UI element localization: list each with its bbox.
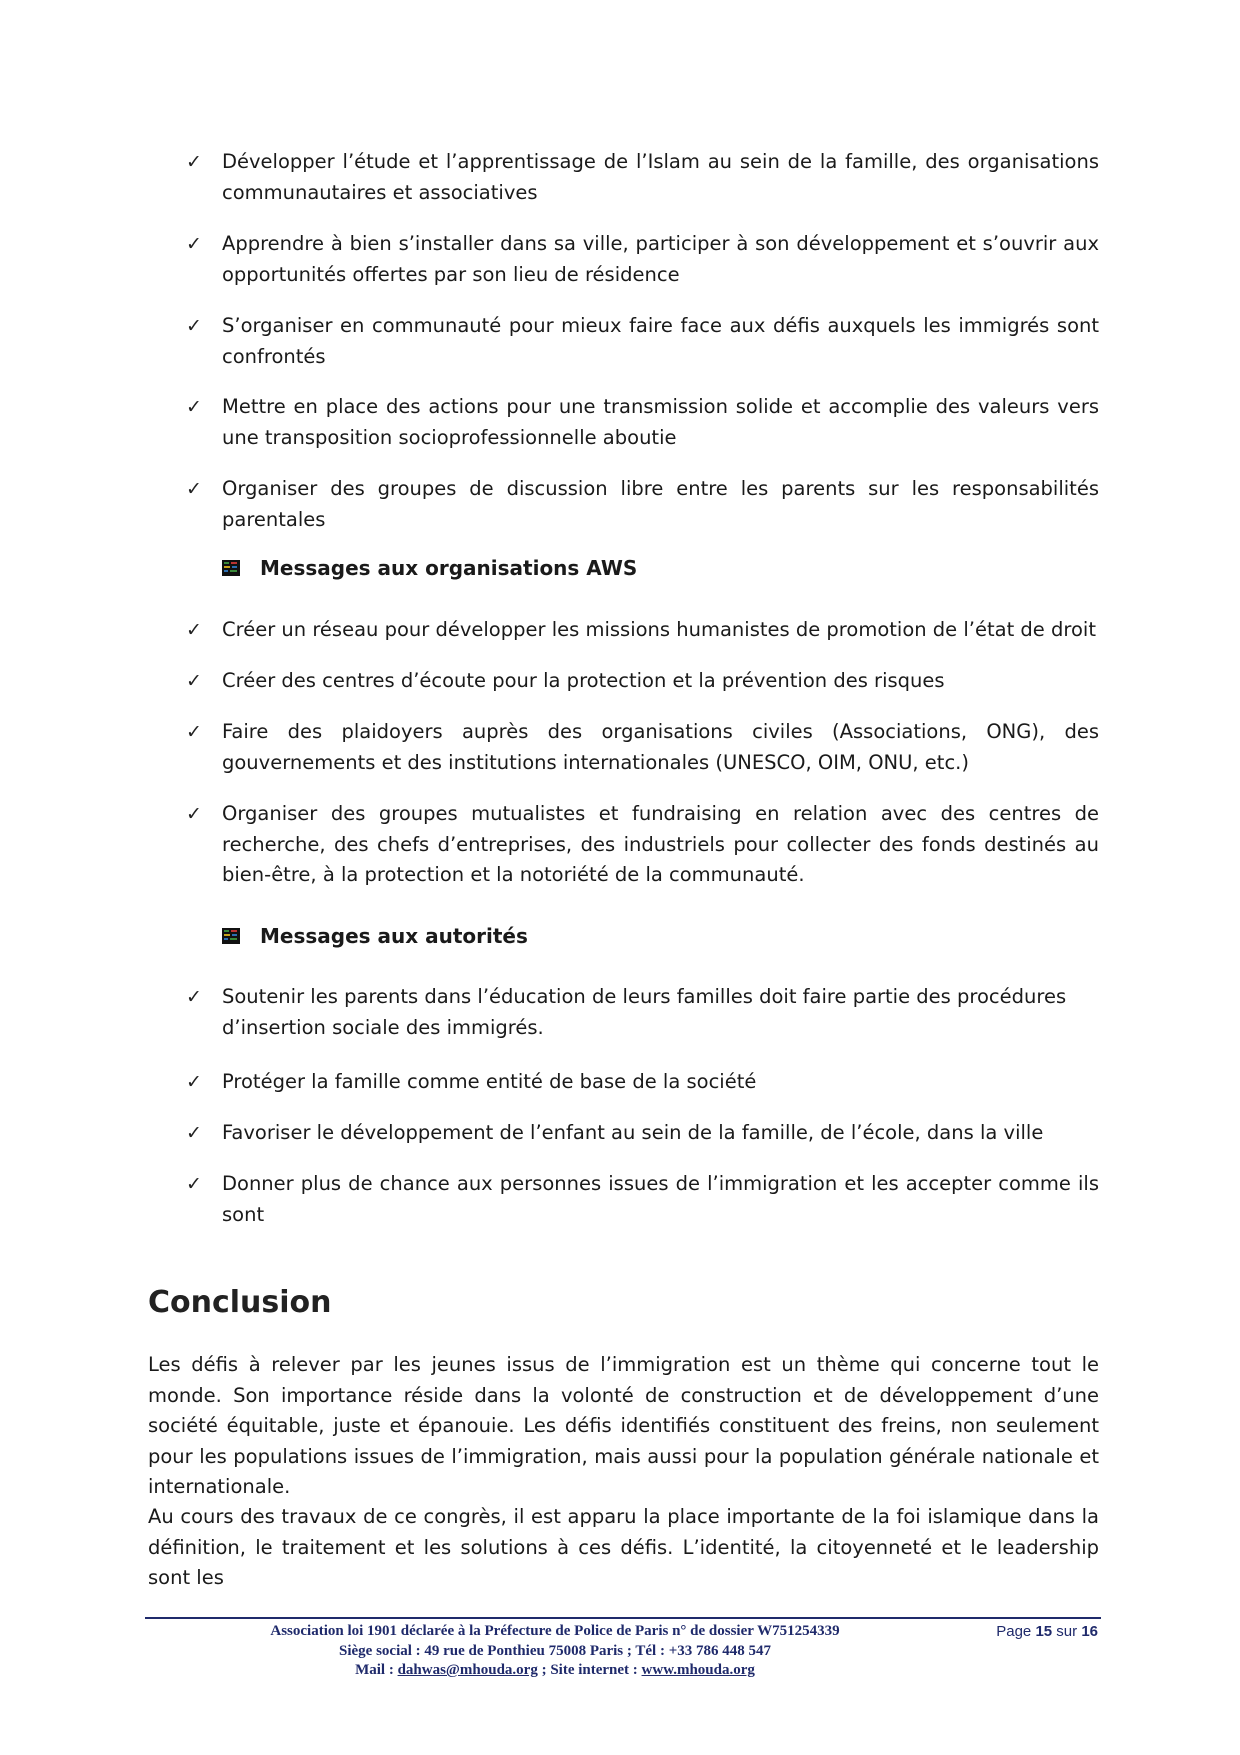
list-item — [186, 666, 1099, 697]
list-item-text: Créer des centres d’écoute pour la protection et la prévention des risques — [222, 669, 945, 692]
checkmark-icon: ✓ — [186, 619, 202, 641]
section-heading-text: Messages aux organisations AWS — [260, 556, 638, 580]
checkmark-icon: ✓ — [186, 1071, 202, 1093]
conclusion-paragraph-2: Au cours des travaux de ce congrès, il est apparu la place importante de la foi islamique dans la définition, le traitement et les solutions à ces défis. L’identité, la citoyenneté et le leadership sont les — [148, 1505, 1099, 1589]
checkmark-icon: ✓ — [186, 1122, 202, 1144]
list-item — [186, 147, 1099, 208]
checkmark-icon: ✓ — [186, 478, 202, 500]
list-item — [186, 717, 1099, 778]
checkmark-icon: ✓ — [186, 670, 202, 692]
list-item — [186, 1067, 1099, 1098]
conclusion-heading: Conclusion — [148, 1285, 332, 1320]
list-item — [186, 474, 1099, 535]
list-item — [186, 799, 1099, 891]
conclusion-paragraph-1: Les défis à relever par les jeunes issus de l’immigration est un thème qui concerne tout le monde. Son importance réside dans la volonté de construction et de développement d’une société équitable, juste et épanouie. Les défis identifiés constituent des freins, non seulement pour les populations issues de l’immigration, mais aussi pour la population générale nationale et internationale. — [148, 1353, 1099, 1498]
checkmark-icon: ✓ — [186, 803, 202, 825]
page-number — [996, 1622, 1098, 1642]
checkmark-icon: ✓ — [186, 396, 202, 418]
footer-line-contact — [145, 1661, 965, 1681]
site-label: ; Site internet : — [537, 1662, 642, 1678]
footer-line-association: Association loi 1901 déclarée à la Préfecture de Police de Paris n° de dossier W751254339 — [270, 1623, 840, 1639]
list-item — [186, 982, 1099, 1043]
page-word: Page — [996, 1623, 1036, 1640]
list-item — [186, 615, 1099, 646]
page-footer — [145, 1622, 1101, 1681]
list-item — [186, 1169, 1099, 1230]
list-item-text: Développer l’étude et l’apprentissage de l’Islam au sein de la famille, des organisations communautaires et associatives — [222, 150, 1099, 204]
list-item — [186, 1118, 1099, 1149]
checkmark-icon: ✓ — [186, 986, 202, 1008]
mail-label: Mail : — [355, 1662, 398, 1678]
page-current: 15 — [1035, 1623, 1053, 1640]
list-item-text: Créer un réseau pour développer les missions humanistes de promotion de l’état de droit — [222, 618, 1096, 641]
list-item-text: Mettre en place des actions pour une transmission solide et accomplie des valeurs vers une transposition socioprofessionnelle aboutie — [222, 395, 1099, 449]
checkmark-icon: ✓ — [186, 233, 202, 255]
footer-divider — [145, 1617, 1101, 1619]
list-item — [186, 311, 1099, 372]
checkmark-icon: ✓ — [186, 151, 202, 173]
mail-link[interactable]: dahwas@mhouda.org — [397, 1662, 538, 1678]
section-heading-text: Messages aux autorités — [260, 924, 528, 948]
list-item-text: Organiser des groupes de discussion libre entre les parents sur les responsabilités parentales — [222, 477, 1099, 531]
checkmark-icon: ✓ — [186, 315, 202, 337]
list-item-text: Favoriser le développement de l’enfant au sein de la famille, de l’école, dans la ville — [222, 1121, 1044, 1144]
list-item-text: Faire des plaidoyers auprès des organisations civiles (Associations, ONG), des gouvernements et des institutions internationales (UNESCO, OIM, ONU, etc.) — [222, 720, 1099, 774]
checkmark-icon: ✓ — [186, 1173, 202, 1195]
website-link[interactable]: www.mhouda.org — [641, 1662, 755, 1678]
page-sep: sur — [1052, 1623, 1082, 1640]
list-item-text: Apprendre à bien s’installer dans sa ville, participer à son développement et s’ouvrir aux opportunités offertes par son lieu de résidence — [222, 232, 1099, 286]
checkmark-icon: ✓ — [186, 721, 202, 743]
list-item-text: Protéger la famille comme entité de base de la société — [222, 1070, 757, 1093]
list-item — [186, 229, 1099, 290]
bullet-square-icon — [222, 928, 240, 944]
list-item — [186, 392, 1099, 453]
list-item-text: Organiser des groupes mutualistes et fundraising en relation avec des centres de recherche, des chefs d’entreprises, des industriels pour collecter des fonds destinés au bien-être, à la protection et la notoriété de la communauté. — [222, 802, 1099, 886]
footer-address — [145, 1622, 965, 1681]
list-item-text: Donner plus de chance aux personnes issues de l’immigration et les accepter comme ils sont — [222, 1172, 1099, 1226]
list-item-text: Soutenir les parents dans l’éducation de leurs familles doit faire partie des procédures d’insertion sociale des immigrés. — [222, 985, 1067, 1039]
list-item-text: S’organiser en communauté pour mieux faire face aux défis auxquels les immigrés sont confrontés — [222, 314, 1099, 368]
page-total: 16 — [1081, 1623, 1098, 1640]
bullet-square-icon — [222, 560, 240, 576]
footer-line-address: Siège social : 49 rue de Ponthieu 75008 Paris ; Tél : +33 786 448 547 — [339, 1642, 771, 1659]
